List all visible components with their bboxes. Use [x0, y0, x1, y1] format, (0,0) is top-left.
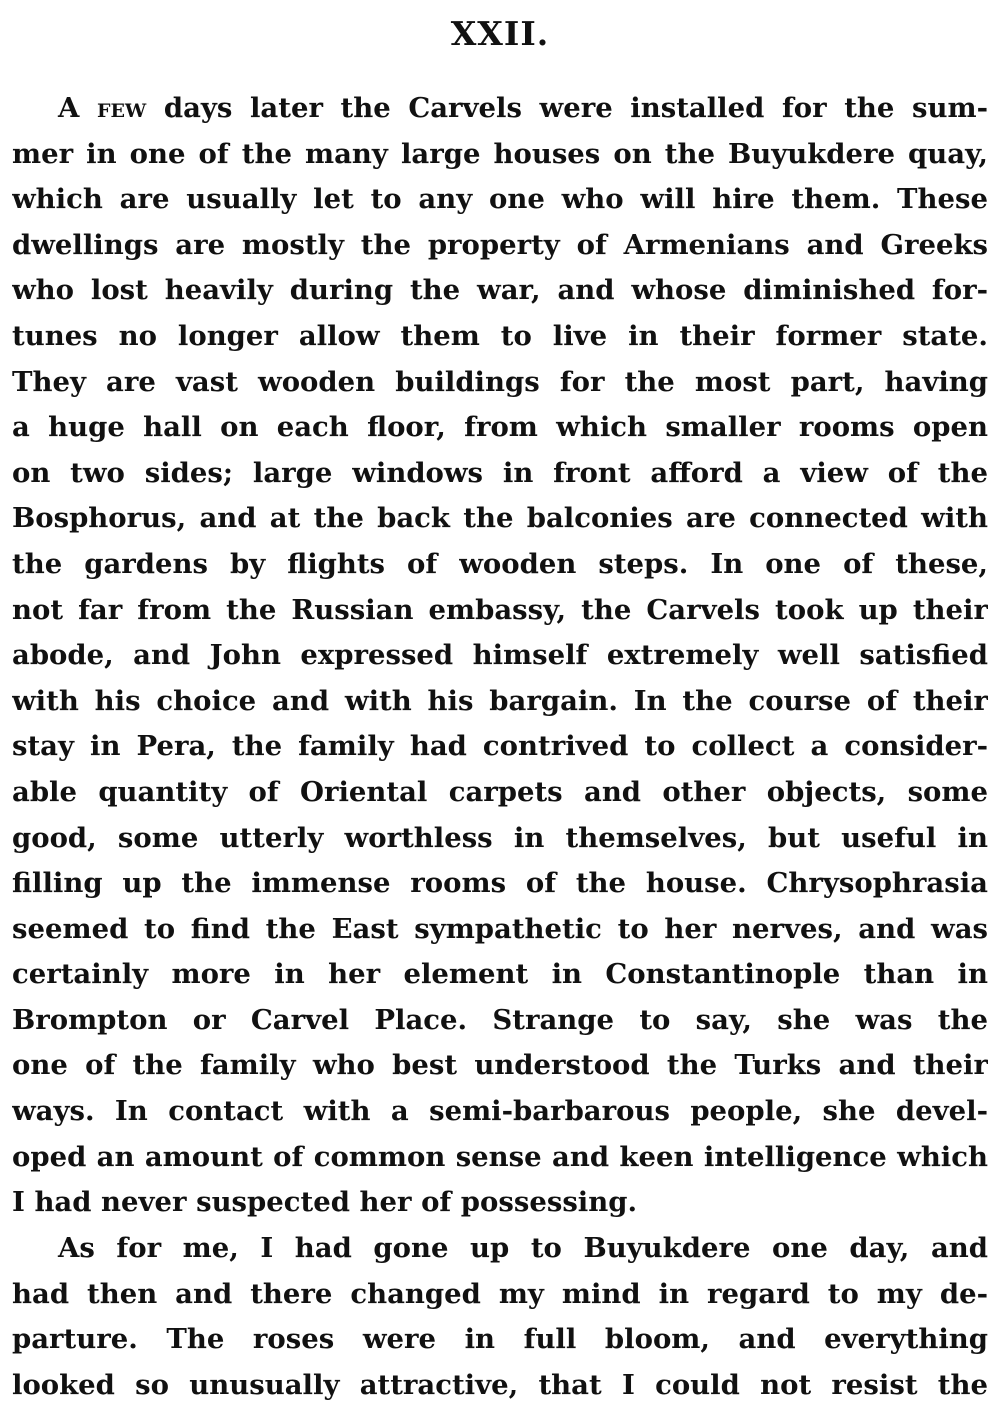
text-line: mer in one of the many large houses on the Buyukdere quay, — [12, 137, 988, 170]
text-line: Bosphorus, and at the back the balconies are connected with — [12, 502, 988, 535]
chapter-heading: XXII. — [450, 14, 550, 53]
text-line: filling up the immense rooms of the house. Chrysophrasia — [12, 867, 988, 900]
text-line: They are vast wooden buildings for the most part, having — [12, 365, 988, 398]
text-line: which are usually let to any one who will hire them. These — [12, 183, 988, 216]
text-line: Brompton or Carvel Place. Strange to say, she was the — [12, 1003, 988, 1036]
text-line: had then and there changed my mind in regard to my de- — [12, 1277, 988, 1310]
text-line: seemed to find the East sympathetic to her nerves, and was — [12, 912, 988, 945]
text-line: who lost heavily during the war, and whose diminished for- — [12, 274, 988, 307]
text-line: stay in Pera, the family had contrived to collect a consider- — [12, 730, 988, 763]
paragraph — [12, 1226, 988, 1408]
text-line: good, some utterly worthless in themselves, but useful in — [12, 821, 988, 854]
paragraph — [12, 86, 988, 1226]
text-line: parture. The roses were in full bloom, and everything — [12, 1323, 988, 1356]
text-line: the gardens by flights of wooden steps. In one of these, — [12, 547, 988, 580]
text-line — [12, 86, 988, 132]
text-line: oped an amount of common sense and keen intelligence which — [12, 1140, 988, 1173]
text-line: on two sides; large windows in front afford a view of the — [12, 456, 988, 489]
text-line: dwellings are mostly the property of Armenians and Greeks — [12, 228, 988, 261]
text-line: certainly more in her element in Constantinople than in — [12, 958, 988, 991]
first-line-text: days later the Carvels were installed for the sum- — [163, 92, 988, 124]
text-line: tunes no longer allow them to live in their former state. — [12, 319, 988, 352]
text-line: abode, and John expressed himself extremely well satisfied — [12, 639, 988, 672]
text-line: I had never suspected her of possessing. — [12, 1186, 638, 1219]
text-line: not far from the Russian embassy, the Carvels took up their — [12, 593, 988, 626]
text-line: a huge hall on each floor, from which smaller rooms open — [12, 411, 988, 444]
text-line: able quantity of Oriental carpets and other objects, some — [12, 775, 988, 808]
text-line: with his choice and with his bargain. In the course of their — [12, 684, 988, 717]
text-line: looked so unusually attractive, that I could not resist the — [12, 1368, 988, 1401]
text-line: As for me, I had gone up to Buyukdere one day, and — [58, 1232, 988, 1264]
smallcaps-word: few — [96, 92, 147, 124]
drop-word: A — [58, 92, 80, 124]
text-line: ways. In contact with a semi-barbarous people, she devel- — [12, 1095, 988, 1128]
book-page — [12, 0, 988, 1420]
text-line: one of the family who best understood the Turks and their — [12, 1049, 988, 1082]
